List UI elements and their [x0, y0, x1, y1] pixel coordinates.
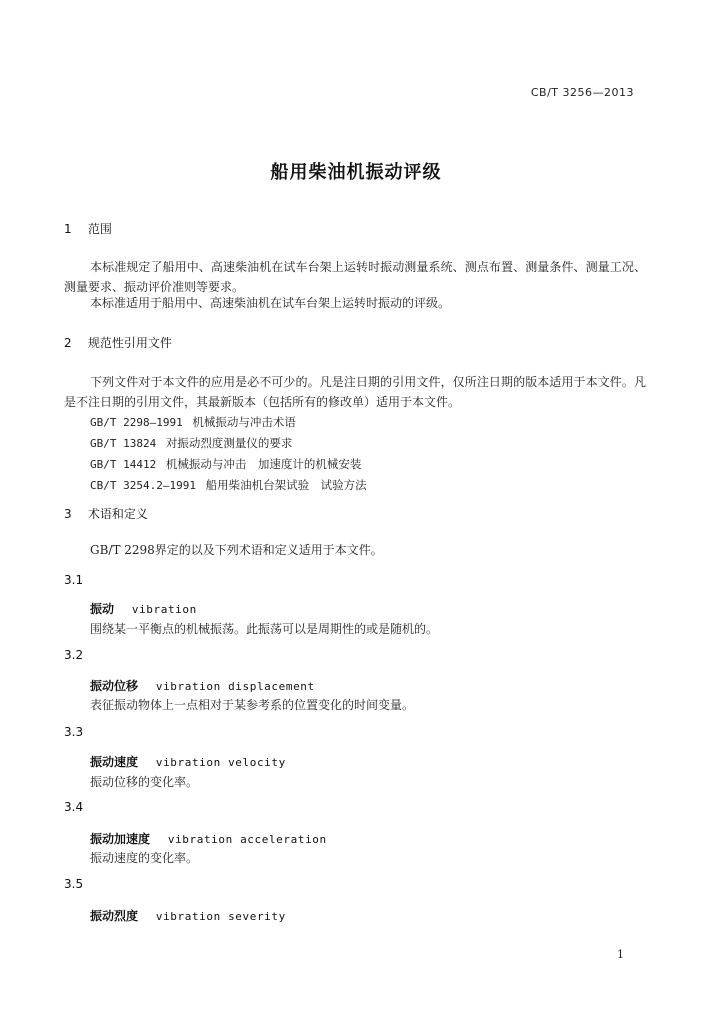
term-entry [90, 830, 327, 847]
term-number: 3.1 [64, 573, 84, 587]
section-2-heading [64, 334, 172, 351]
section-number: 2 [64, 336, 72, 350]
scope-paragraph-2: 本标准适用于船用中、高速柴油机在试车台架上运转时振动的评级。 [90, 296, 451, 310]
section-number: 3 [64, 507, 72, 521]
reference-title: 机械振动与冲击术语 [192, 415, 296, 429]
references-intro: 下列文件对于本文件的应用是必不可少的。凡是注日期的引用文件，仅所注日期的版本适用于本文件。凡是不注日期的引用文件，其最新版本（包括所有的修改单）适用于本文件。 [64, 375, 646, 409]
section-title: 规范性引用文件 [87, 336, 172, 350]
term-entry [90, 753, 286, 770]
section-3-heading [64, 505, 148, 522]
term-entry [90, 677, 315, 694]
term-english: vibration acceleration [167, 833, 327, 846]
term-english: vibration displacement [155, 680, 315, 693]
term-number: 3.3 [64, 725, 84, 739]
section-number: 1 [64, 222, 72, 236]
section-1-heading [64, 220, 112, 237]
reference-item [90, 412, 367, 433]
section-title: 范围 [87, 222, 112, 236]
reference-code: GB/T 2298—1991 [90, 416, 183, 429]
term-chinese: 振动加速度 [90, 832, 151, 846]
term-number: 3.2 [64, 648, 84, 662]
reference-list [90, 412, 367, 496]
term-number: 3.4 [64, 800, 84, 814]
reference-title: 机械振动与冲击 加速度计的机械安装 [165, 457, 362, 471]
term-number: 3.5 [64, 877, 84, 891]
term-english: vibration [131, 603, 197, 616]
reference-code: GB/T 14412 [90, 458, 157, 471]
reference-title: 船用柴油机台架试验 试验方法 [205, 478, 367, 492]
term-entry [90, 907, 286, 924]
term-chinese: 振动烈度 [90, 909, 139, 923]
reference-code: CB/T 3254.2—1991 [90, 479, 196, 492]
terms-intro: GB/T 2298界定的以及下列术语和定义适用于本文件。 [90, 543, 383, 557]
reference-item [90, 433, 367, 454]
term-entry [90, 600, 197, 617]
term-chinese: 振动位移 [90, 679, 139, 693]
document-title: 船用柴油机振动评级 [270, 162, 442, 183]
reference-code: GB/T 13824 [90, 437, 157, 450]
term-definition: 围绕某一平衡点的机械振荡。此振荡可以是周期性的或是随机的。 [90, 622, 439, 636]
reference-item [90, 475, 367, 496]
term-chinese: 振动速度 [90, 755, 139, 769]
term-english: vibration velocity [155, 756, 286, 769]
page-number: 1 [617, 948, 624, 961]
term-chinese: 振动 [90, 602, 115, 616]
section-title: 术语和定义 [87, 507, 148, 521]
term-definition: 振动速度的变化率。 [90, 851, 199, 865]
reference-title: 对振动烈度测量仪的要求 [165, 436, 293, 450]
scope-paragraph-1: 本标准规定了船用中、高速柴油机在试车台架上运转时振动测量系统、测点布置、测量条件、测量工况、测量要求、振动评价准则等要求。 [64, 260, 646, 294]
reference-item [90, 454, 367, 475]
term-definition: 表征振动物体上一点相对于某参考系的位置变化的时间变量。 [90, 698, 415, 712]
term-english: vibration severity [155, 910, 286, 923]
standard-code: CB/T 3256—2013 [530, 86, 634, 99]
term-definition: 振动位移的变化率。 [90, 775, 199, 789]
